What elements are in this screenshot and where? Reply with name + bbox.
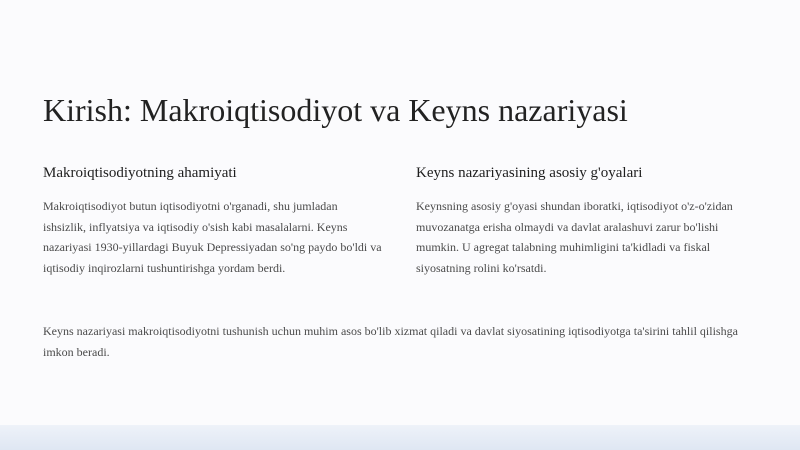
left-column-text: Makroiqtisodiyot butun iqtisodiyotni o'rganadi, shu jumladan ishsizlik, inflyatsiya va iqtisodiy o'sish kabi masalalarni. Keyns nazariyasi 1930-yillardagi Buyuk Depressiyadan so'ng paydo bo'ldi va iqtisodiy inqirozlarni tushuntirishga yordam berdi. <box>43 199 382 275</box>
right-column-text: Keynsning asosiy g'oyasi shundan iboratki, iqtisodiyot o'z-o'zidan muvozanatga erisha olmaydi va davlat aralashuvi zarur bo'lishi mumkin. U agregat talabning muhimligini ta'kidladi va fiskal siyosatning rolini ko'rsatdi. <box>416 199 733 275</box>
right-column <box>416 164 756 278</box>
summary-text: Keyns nazariyasi makroiqtisodiyotni tushunish uchun muhim asos bo'lib xizmat qiladi va davlat siyosatining iqtisodiyotga ta'sirini tahlil qilishga imkon beradi. <box>43 324 738 359</box>
left-column-heading: Makroiqtisodiyotning ahamiyati <box>43 165 237 181</box>
slide-title: Kirish: Makroiqtisodiyot va Keyns nazariyasi <box>43 92 628 128</box>
footer-band <box>0 425 800 450</box>
right-column-heading: Keyns nazariyasining asosiy g'oyalari <box>416 165 643 181</box>
left-column <box>43 164 383 278</box>
